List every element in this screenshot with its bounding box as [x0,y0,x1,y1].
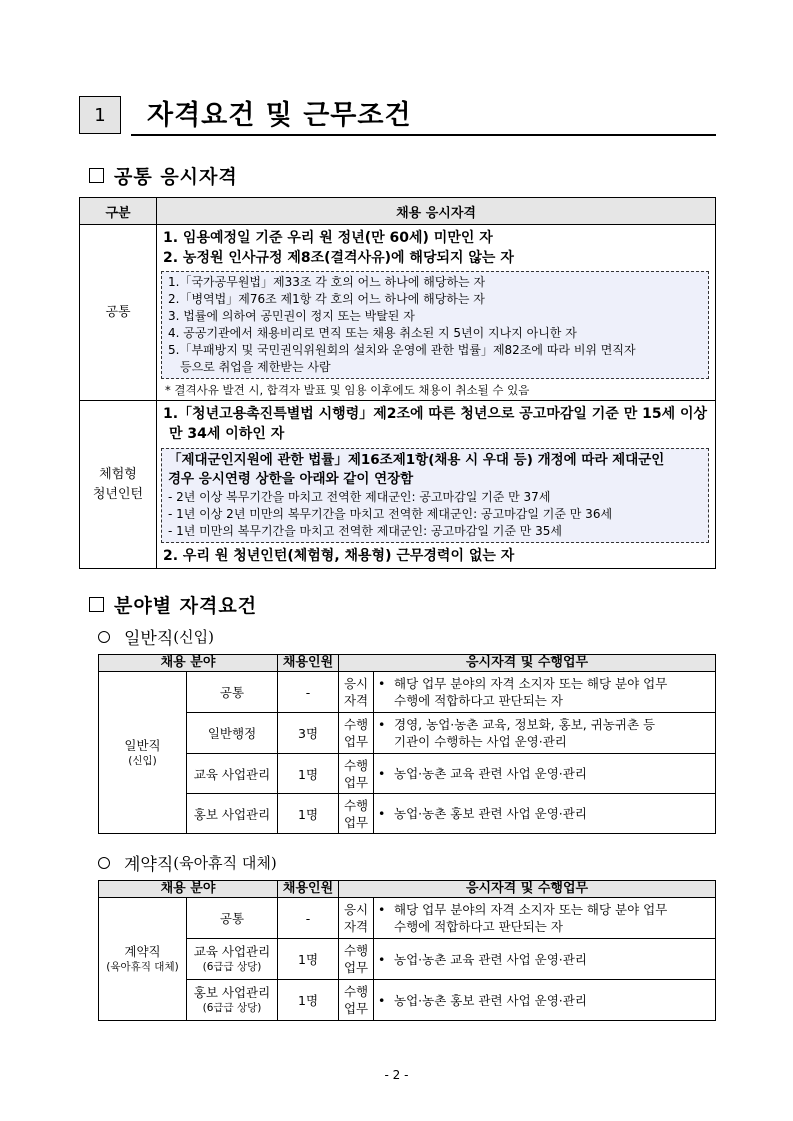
req-type-line2: 업무 [343,814,369,830]
req-description-line1: 농업·농촌 홍보 관련 사업 운영·관리 [394,992,587,1008]
req-type [339,939,374,980]
intern-item-1-line2: 만 34세 이하인 자 [169,426,285,442]
veteran-box-title-1: 「제대군인지원에 관한 법률」제16조제1항(채용 시 우대 등) 개정에 따라 제대군인 [168,452,665,468]
table-row-intern [80,401,716,569]
disqualification-note: * 결격사유 발견 시, 합격자 발표 및 임용 이후에도 채용이 취소될 수 있음 [165,383,530,397]
req-description-line2: 수행에 적합하다고 판단되는 자 [394,693,563,708]
disqualification-item: 2.「병역법」제76조 제1항 각 호의 어느 하나에 해당하는 자 [168,292,485,306]
veteran-box [161,448,709,543]
veteran-box-title-2: 경우 응시연령 상한을 아래와 같이 연장함 [168,471,414,487]
general-position-table [98,654,716,834]
req-description-line1: 농업·농촌 교육 관련 사업 운영·관리 [394,951,587,967]
bullet-icon: • [378,766,386,781]
contract-heading-sub: (육아휴직 대체) [173,854,277,872]
table-row [99,980,716,1021]
req-type-line1: 수행 [343,717,369,732]
header-category: 구분 [80,198,157,225]
common-qualification-table [79,197,716,569]
req-description-line1: 해당 업무 분야의 자격 소지자 또는 해당 분야 업무 [394,902,668,917]
req-type-line2: 업무 [343,774,369,790]
req-type [339,980,374,1021]
req-type [339,794,374,834]
req-type-line2: 업무 [343,1001,369,1016]
req-type-line1: 수행 [343,943,369,958]
req-description [374,980,716,1021]
field-name-main: 교육 사업관리 [193,944,271,959]
header-field: 채용 분야 [99,655,278,672]
req-description-line1: 농업·농촌 홍보 관련 사업 운영·관리 [394,806,587,821]
disqualification-item: 3. 법률에 의하여 공민권이 정지 또는 박탈된 자 [168,309,415,323]
disqualification-item: 4. 공공기관에서 채용비리로 면직 또는 채용 취소된 지 5년이 지나지 아니한 자 [168,326,577,340]
headcount: 1명 [278,794,339,834]
section-title: 자격요건 및 근무조건 [147,100,412,131]
general-heading-main: 일반직 [124,629,174,649]
common-heading [89,162,238,189]
headcount: 1명 [278,754,339,794]
section-underline [131,134,716,136]
table-row-common [80,225,716,401]
field-name: 홍보 사업관리 [187,794,278,834]
req-description [374,713,716,754]
table-header-row [99,655,716,672]
bullet-icon: • [378,676,386,691]
req-description [374,754,716,794]
group-label-line2: (신입) [128,754,157,767]
fields-heading-text: 분야별 자격요건 [114,595,258,617]
header-requirements: 응시자격 및 수행업무 [339,655,716,672]
headcount: - [278,898,339,939]
circle-bullet-icon [98,631,110,643]
headcount: 3명 [278,713,339,754]
header-qualification: 채용 응시자격 [157,198,716,225]
row-label-intern [80,401,157,569]
table-row [99,898,716,939]
common-item-1: 1. 임용예정일 기준 우리 원 정년(만 60세) 미만인 자 [163,230,493,246]
table-row [99,672,716,713]
field-grade: (6급급 상당) [202,961,262,973]
req-type-line1: 응시 [343,676,369,691]
disqualification-box [161,271,709,379]
table-row [99,754,716,794]
bullet-icon: • [378,992,386,1008]
common-heading-text: 공통 응시자격 [114,166,238,188]
req-type-line2: 업무 [343,960,369,975]
table-row [99,713,716,754]
row-label-intern-line1: 체험형 [99,466,137,482]
req-description-line2: 기관이 수행하는 사업 운영·관리 [394,734,567,749]
contract-heading-main: 계약직 [124,855,174,875]
general-heading [98,624,214,649]
veteran-item: - 1년 미만의 복무기간을 마치고 전역한 제대군인: 공고마감일 기준 만 35세 [168,524,563,538]
group-label-contract [99,898,187,1021]
veteran-item: - 1년 이상 2년 미만의 복무기간을 마치고 전역한 제대군인: 공고마감일 기준 만 36세 [168,507,613,521]
header-count: 채용인원 [278,655,339,672]
disqualification-item: 등으로 취업을 제한받는 사람 [180,360,331,374]
group-label-line1: 계약직 [124,944,161,959]
circle-bullet-icon [98,857,110,869]
disqualification-item: 5.「부패방지 및 국민권익위원회의 설치와 운영에 관한 법률」제82조에 따라 비위 면직자 [168,343,636,357]
section-number: 1 [79,96,121,134]
req-type [339,898,374,939]
intern-item-2: 2. 우리 원 청년인턴(체험형, 채용형) 근무경력이 없는 자 [163,548,515,564]
header-requirements: 응시자격 및 수행업무 [339,881,716,898]
req-type [339,672,374,713]
general-heading-sub: (신입) [173,628,214,646]
table-header-row [80,198,716,225]
fields-heading [89,591,257,618]
row-content-common [157,225,716,401]
row-label-intern-line2: 청년인턴 [92,486,144,502]
req-type-line1: 수행 [343,797,369,813]
field-name: 공통 [187,898,278,939]
header-field: 채용 분야 [99,881,278,898]
table-header-row [99,881,716,898]
group-label-line2: (육아휴직 대체) [106,961,179,973]
square-bullet-icon [89,597,104,612]
intern-item-1-line1: 1.「청년고용촉진특별법 시행령」제2조에 따른 청년으로 공고마감일 기준 만 15세 이상 [163,406,708,422]
req-type-line2: 자격 [343,693,369,708]
headcount: - [278,672,339,713]
headcount: 1명 [278,939,339,980]
bullet-icon: • [378,902,386,917]
field-name-main: 홍보 사업관리 [193,985,271,1000]
req-description-line1: 해당 업무 분야의 자격 소지자 또는 해당 분야 업무 [394,676,668,691]
group-label-line1: 일반직 [124,737,161,753]
field-name [187,980,278,1021]
disqualification-item: 1.「국가공무원법」제33조 각 호의 어느 하나에 해당하는 자 [168,275,486,289]
req-description [374,898,716,939]
req-description [374,794,716,834]
req-description-line2: 수행에 적합하다고 판단되는 자 [394,919,563,934]
headcount: 1명 [278,980,339,1021]
bullet-icon: • [378,951,386,967]
req-description [374,672,716,713]
req-type-line1: 수행 [343,984,369,999]
req-type-line1: 응시 [343,902,369,917]
field-grade: (6급급 상당) [202,1002,262,1014]
table-row [99,794,716,834]
req-type-line2: 자격 [343,919,369,934]
veteran-item: - 2년 이상 복무기간을 마치고 전역한 제대군인: 공고마감일 기준 만 37세 [168,490,551,504]
square-bullet-icon [89,168,104,183]
req-type-line1: 수행 [343,757,369,773]
contract-position-table [98,880,716,1021]
row-label-common: 공통 [80,225,157,401]
req-type [339,713,374,754]
req-description [374,939,716,980]
bullet-icon: • [378,806,386,821]
common-item-2: 2. 농정원 인사규정 제8조(결격사유)에 해당되지 않는 자 [163,250,514,266]
req-type-line2: 업무 [343,734,369,749]
header-count: 채용인원 [278,881,339,898]
table-row [99,939,716,980]
bullet-icon: • [378,717,386,732]
req-type [339,754,374,794]
field-name [187,939,278,980]
contract-heading [98,850,277,875]
group-label-general [99,672,187,834]
page-number: - 2 - [384,1068,409,1082]
field-name: 교육 사업관리 [187,754,278,794]
row-content-intern [157,401,716,569]
field-name: 공통 [187,672,278,713]
field-name: 일반행정 [187,713,278,754]
req-description-line1: 경영, 농업·농촌 교육, 정보화, 홍보, 귀농귀촌 등 [394,717,656,732]
req-description-line1: 농업·농촌 교육 관련 사업 운영·관리 [394,766,587,781]
